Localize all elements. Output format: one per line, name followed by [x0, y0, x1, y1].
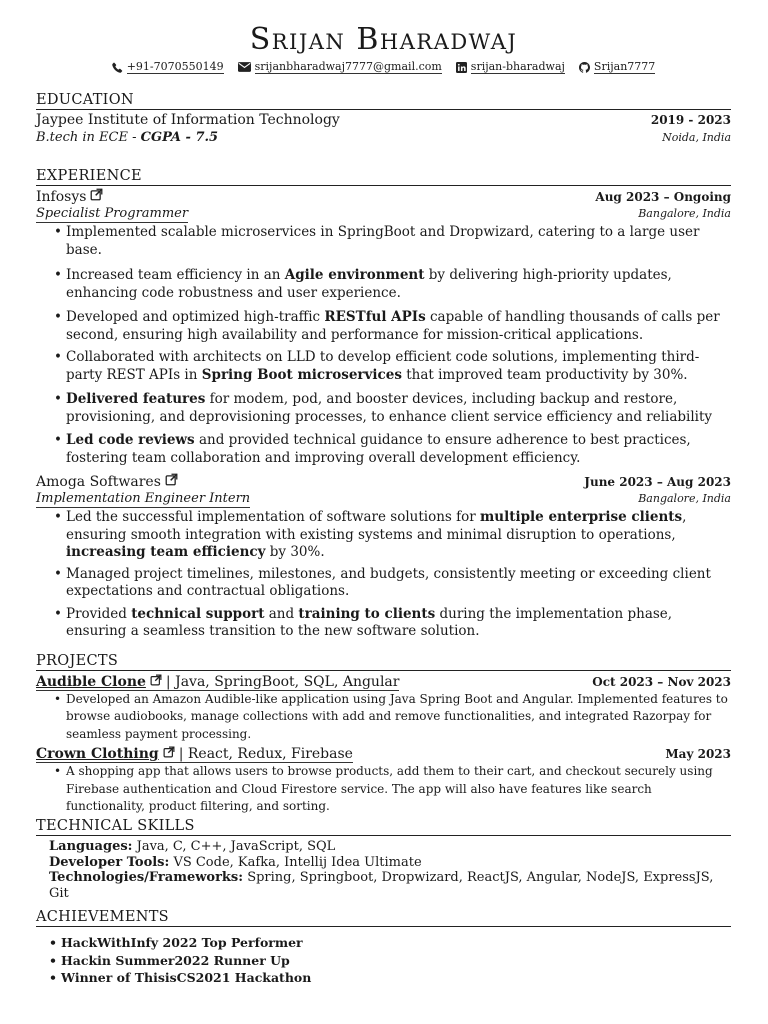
- list-item: • Managed project timelines, milestones, and budgets, consistently meeting or exceeding client expectations and contractual obligations.: [54, 566, 731, 601]
- job-dates: Aug 2023 – Ongoing: [595, 189, 731, 204]
- achievements-section: [36, 908, 731, 987]
- education-years: 2019 - 2023: [650, 113, 731, 127]
- project-header: [36, 746, 731, 763]
- job-dates: June 2023 – Aug 2023: [584, 474, 731, 489]
- list-item: • Developed and optimized high-traffic RESTful APIs capable of handling thousands of calls per second, ensuring high availability and performance for mission-critical applications.: [54, 309, 731, 344]
- job-role: Specialist Programmer: [36, 206, 189, 221]
- email-icon: [238, 62, 251, 72]
- external-link-icon[interactable]: [163, 746, 175, 762]
- list-item: • Winner of ThisisCS2021 Hackathon: [49, 969, 731, 987]
- skills-row: [49, 870, 731, 901]
- education-row: [36, 112, 731, 129]
- list-item: • Developed an Amazon Audible-like application using Java Spring Boot and Angular. Implemented features to browse audiobooks, manage collections with add and remove functionalities, and integrated Razorpay for seamless payment processing.: [54, 691, 731, 744]
- skills-heading: TECHNICAL SKILLS: [36, 817, 731, 836]
- skills-value: Spring, Springboot, Dropwizard, ReactJS, Angular, NodeJS, ExpressJS, Git: [49, 870, 714, 901]
- skills-label: Technologies/Frameworks:: [49, 870, 244, 886]
- job-location: Bangalore, India: [638, 207, 731, 220]
- phone-contact[interactable]: [112, 60, 224, 74]
- linkedin-link[interactable]: srijan-bharadwaj: [470, 60, 565, 73]
- project-bullets: [54, 691, 731, 744]
- job-bullets: [54, 224, 731, 467]
- projects-heading: PROJECTS: [36, 652, 731, 671]
- linkedin-icon: [456, 62, 467, 73]
- skills-row: [49, 855, 731, 871]
- project-title[interactable]: [36, 746, 353, 763]
- list-item: • Increased team efficiency in an Agile environment by delivering high-priority updates, enhancing code robustness and user experience.: [54, 267, 731, 302]
- contact-bar: [36, 59, 731, 75]
- email-link[interactable]: srijanbharadwaj7777@gmail.com: [254, 60, 442, 73]
- education-heading: EDUCATION: [36, 91, 731, 110]
- github-contact[interactable]: [579, 60, 655, 74]
- github-link[interactable]: Srijan7777: [593, 60, 656, 73]
- list-item: • Implemented scalable microservices in SpringBoot and Dropwizard, catering to a large user base.: [54, 224, 731, 259]
- external-link-icon[interactable]: [90, 188, 103, 206]
- skills-list: [49, 839, 731, 901]
- cgpa: CGPA - 7.5: [140, 130, 219, 145]
- list-item: • Provided technical support and training to clients during the implementation phase, ensuring a seamless transition to the new software solution.: [54, 606, 731, 641]
- skills-value: Java, C, C++, JavaScript, SQL: [136, 839, 336, 855]
- project-dates: Oct 2023 – Nov 2023: [592, 674, 731, 689]
- list-item: • Collaborated with architects on LLD to develop efficient code solutions, implementing third-party REST APIs in Spring Boot microservices that improved team productivity by 30%.: [54, 349, 731, 384]
- skills-label: Languages:: [49, 839, 133, 855]
- degree: [36, 129, 218, 146]
- achievements-list: [49, 934, 731, 987]
- company-name[interactable]: [36, 473, 178, 491]
- education-section: [36, 91, 731, 146]
- company-name[interactable]: [36, 188, 103, 206]
- skills-row: [49, 839, 731, 855]
- list-item: • Led the successful implementation of software solutions for multiple enterprise clients, ensuring smooth integration with existing systems and minimal disruption to operations, increasing team efficiency by 30%.: [54, 509, 731, 562]
- company-label[interactable]: Infosys: [36, 188, 87, 205]
- phone-link[interactable]: +91-7070550149: [126, 60, 224, 73]
- phone-icon: [112, 62, 123, 73]
- project-crown: [36, 746, 731, 816]
- project-title[interactable]: [36, 674, 399, 691]
- project-stack: | React, Redux, Firebase: [178, 746, 353, 763]
- project-dates: May 2023: [665, 747, 731, 762]
- resume-page: [36, 22, 731, 987]
- job-location: Bangalore, India: [638, 492, 731, 505]
- experience-section: [36, 167, 731, 641]
- skills-label: Developer Tools:: [49, 854, 170, 870]
- project-name[interactable]: Crown Clothing: [36, 746, 159, 763]
- institution-name: Jaypee Institute of Information Technology: [36, 112, 340, 128]
- external-link-icon[interactable]: [150, 674, 162, 690]
- candidate-name: Srijan Bharadwaj: [249, 22, 518, 57]
- project-stack: | Java, SpringBoot, SQL, Angular: [165, 673, 400, 690]
- list-item: • A shopping app that allows users to browse products, add them to their cart, and checkout securely using Firebase authentication and Cloud Firestore service. The app will also have features like search functionality, product filtering, and sorting.: [54, 763, 731, 816]
- education-location: Noida, India: [662, 131, 731, 144]
- project-header: [36, 674, 731, 691]
- linkedin-contact[interactable]: [456, 60, 565, 74]
- job-bullets: [54, 509, 731, 641]
- list-item: • Hackin Summer2022 Runner Up: [49, 952, 731, 970]
- email-contact[interactable]: [238, 60, 442, 74]
- project-name[interactable]: Audible Clone: [36, 673, 146, 690]
- skills-value: VS Code, Kafka, Intellij Idea Ultimate: [173, 854, 422, 870]
- job-role: Implementation Engineer Intern: [36, 491, 251, 506]
- external-link-icon[interactable]: [165, 473, 178, 491]
- degree-text: B.tech in ECE -: [36, 130, 141, 145]
- list-item: • HackWithInfy 2022 Top Performer: [49, 934, 731, 952]
- company-label[interactable]: Amoga Softwares: [36, 473, 161, 490]
- education-detail-row: [36, 129, 731, 146]
- list-item: • Led code reviews and provided technical guidance to ensure adherence to best practices, fostering team collaboration and improving overall development efficiency.: [54, 432, 731, 467]
- experience-heading: EXPERIENCE: [36, 167, 731, 186]
- job-amoga: [36, 473, 731, 641]
- projects-section: [36, 652, 731, 817]
- job-header: [36, 188, 731, 206]
- project-bullets: [54, 763, 731, 816]
- job-subheader: [36, 491, 731, 508]
- job-infosys: [36, 188, 731, 467]
- skills-section: [36, 817, 731, 901]
- github-icon: [579, 62, 590, 73]
- job-header: [36, 473, 731, 491]
- project-audible: [36, 674, 731, 744]
- list-item: • Delivered features for modem, pod, and booster devices, including backup and restore, provisioning, and deprovisioning processes, to enhance client service efficiency and reliability: [54, 391, 731, 426]
- job-subheader: [36, 206, 731, 223]
- achievements-heading: ACHIEVEMENTS: [36, 908, 731, 927]
